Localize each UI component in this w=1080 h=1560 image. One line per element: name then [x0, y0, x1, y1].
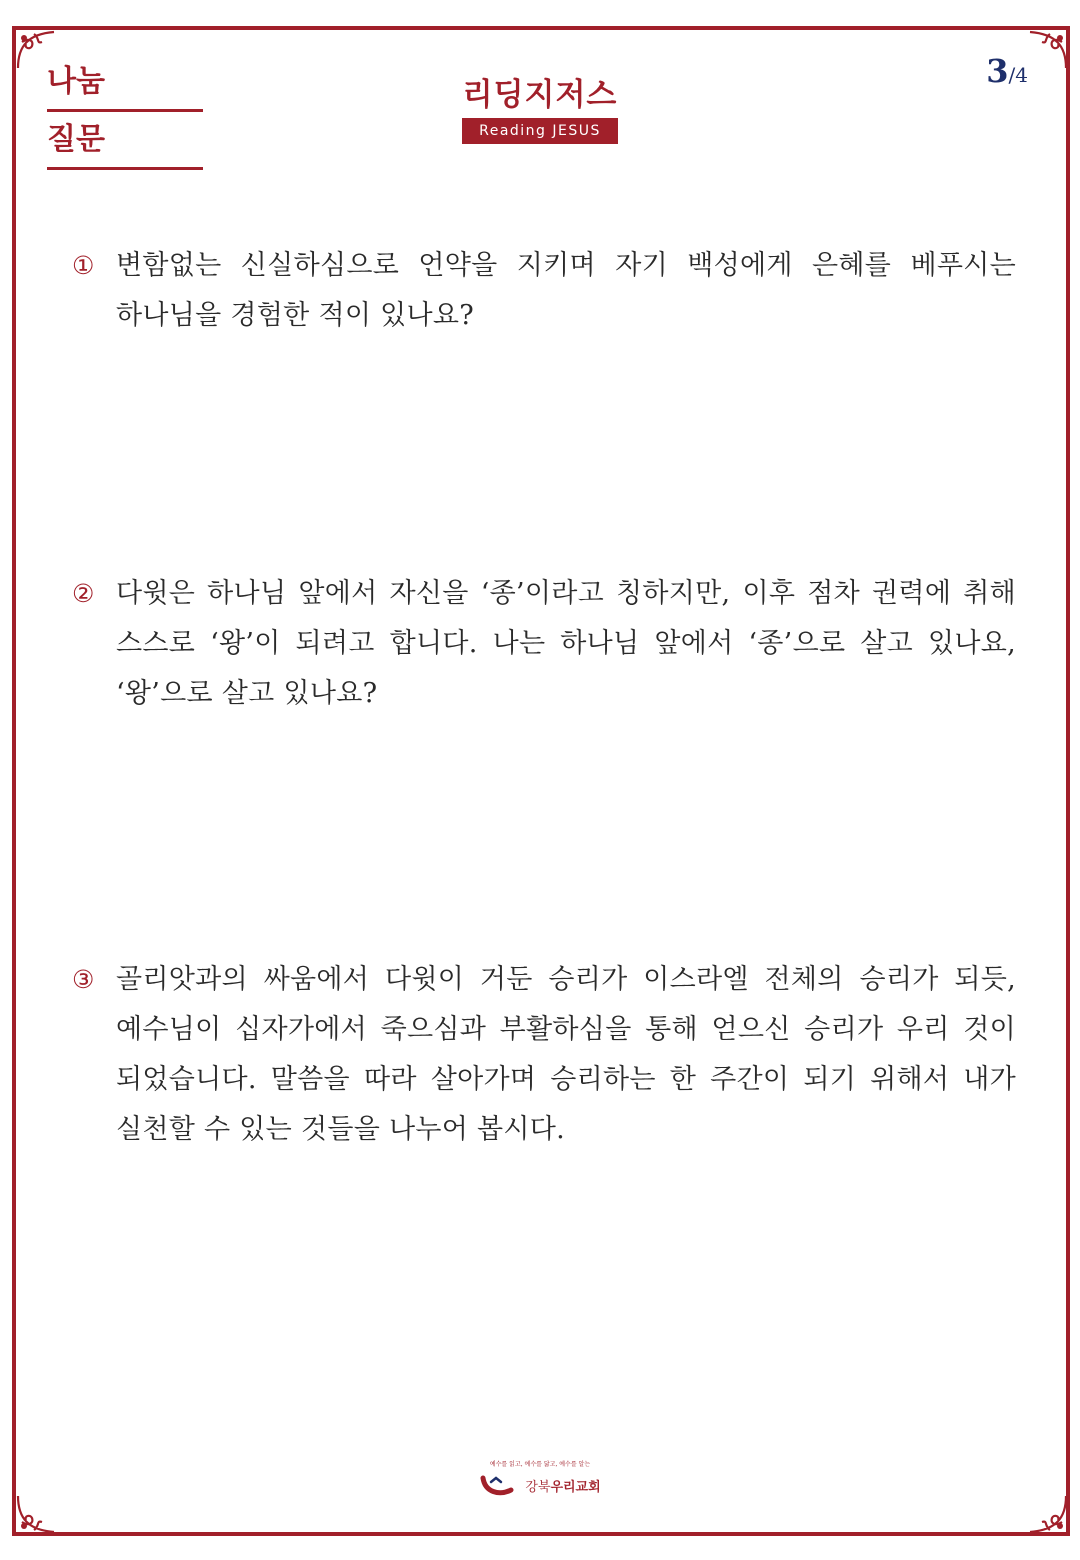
brand-logo — [462, 76, 618, 144]
question-number: ③ — [72, 965, 95, 994]
corner-ornament — [14, 1492, 58, 1536]
section-label-line2: 질문 — [47, 118, 203, 170]
brand-title-korean: 리딩지저스 — [462, 77, 618, 113]
question-number: ① — [72, 251, 95, 280]
church-name: 강북우리교회 — [525, 1479, 601, 1495]
section-label-line1: 나눔 — [47, 60, 203, 112]
brand-title-english: Reading JESUS — [462, 118, 618, 144]
question-number: ② — [72, 579, 95, 608]
question-text: 골리앗과의 싸움에서 다윗이 거둔 승리가 이스라엘 전체의 승리가 되듯, 예수님이 십자가에서 죽으심과 부활하심을 통해 얻으신 승리가 우리 것이 되었습니다. 말씀을 따라 살아가며 승리하는 한 주간이 되기 위해서 내가 실천할 수 있는 것들을 나누어 봅시다. — [116, 964, 1016, 1145]
corner-ornament — [1026, 1492, 1070, 1536]
page-number — [986, 52, 1028, 90]
question-text: 다윗은 하나님 앞에서 자신을 ‘종’이라고 칭하지만, 이후 점차 권력에 취해 스스로 ‘왕’이 되려고 합니다. 나는 하나님 앞에서 ‘종’으로 살고 있나요, ‘왕’으로 살고 있나요? — [116, 578, 1016, 709]
corner-ornament — [1026, 28, 1070, 72]
page-total: /4 — [1008, 63, 1028, 87]
section-label — [47, 60, 203, 170]
page-current: 3 — [986, 52, 1009, 90]
question-item — [72, 241, 1016, 341]
church-tagline: 예수를 읽고, 예수를 닮고, 예수를 알는 — [489, 1461, 591, 1468]
church-emblem-icon — [479, 1472, 523, 1498]
question-item — [72, 955, 1016, 1155]
question-item — [72, 569, 1016, 719]
church-logo — [470, 1460, 610, 1498]
question-text: 변함없는 신실하심으로 언약을 지키며 자기 백성에게 은혜를 베푸시는 하나님을 경험한 적이 있나요? — [116, 250, 1016, 331]
